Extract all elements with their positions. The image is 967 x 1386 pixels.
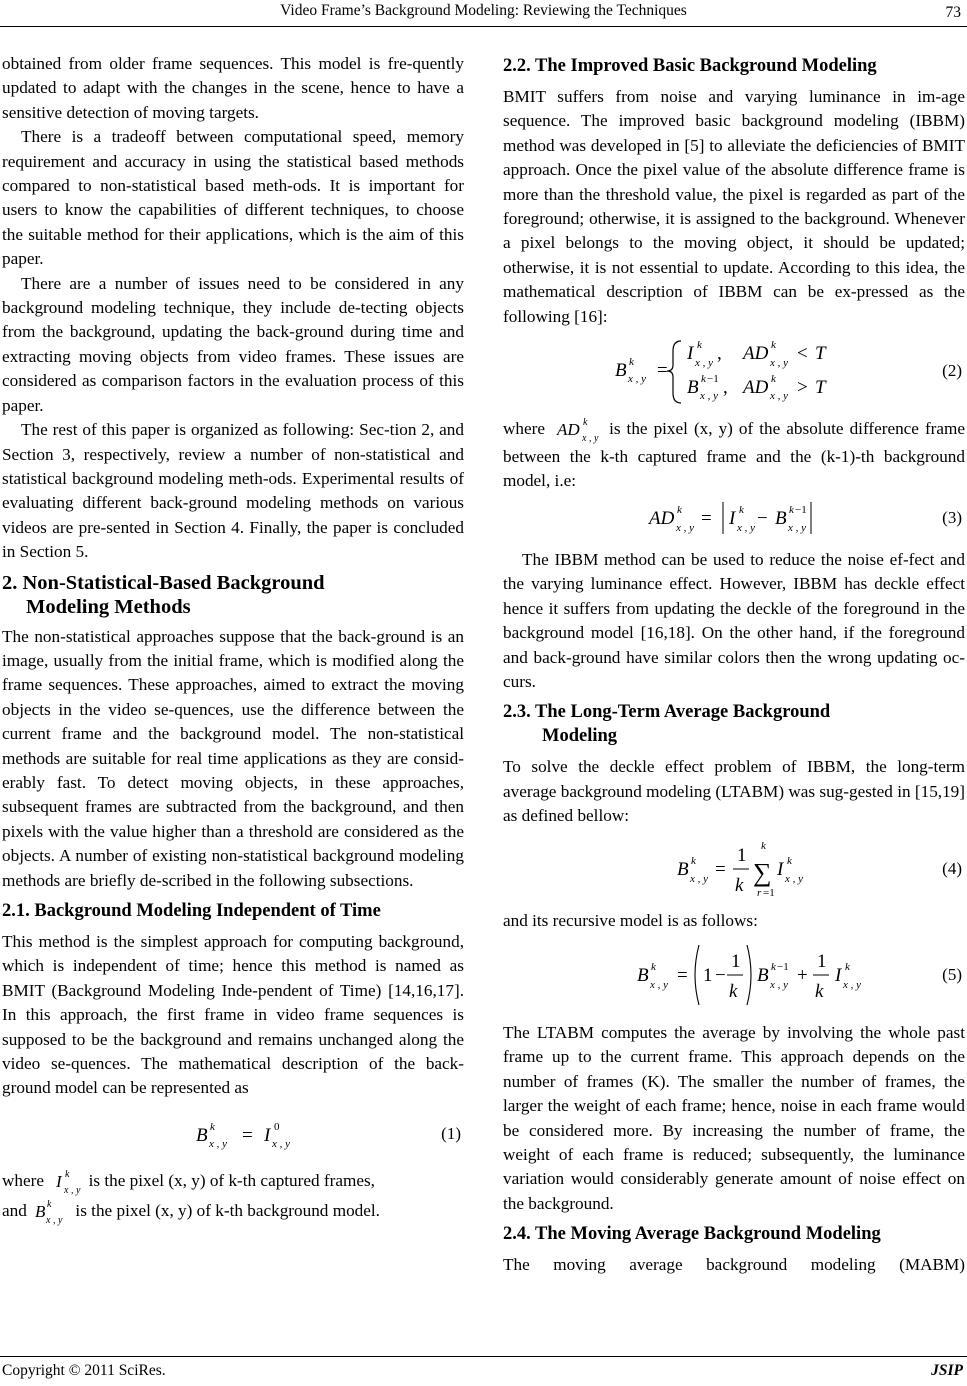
equation-number: (4) (942, 858, 962, 878)
svg-text:x , y: x , y (770, 357, 789, 370)
equation-1 (2, 1111, 464, 1157)
svg-text:T: T (815, 343, 826, 365)
paragraph: There are a number of issues need to be considered in any background modeling technique, they include de-tecting objects from the background, updating the back-ground during time and extracting moving objects from video frames. These issues are considered as comparison factors in the evaluation process of this paper. (2, 273, 464, 415)
paragraph: obtained from older frame sequences. This model is fre-quently updated to adapt with the changes in the scene, hence to have a sensitive detection of moving targets. (2, 54, 464, 122)
svg-text:x , y: x , y (272, 1137, 291, 1150)
equation-number: (3) (942, 507, 962, 527)
svg-text:−1: −1 (795, 503, 807, 516)
svg-text:I: I (687, 343, 694, 365)
svg-text:k: k (771, 339, 776, 352)
heading-line: Modeling Methods (26, 595, 191, 618)
subsection-heading-2-4: 2.4. The Moving Average Background Modeling (503, 1224, 881, 1245)
svg-text:B: B (637, 964, 649, 986)
svg-text:x , y: x , y (690, 872, 709, 885)
svg-text:k: k (729, 980, 738, 1002)
svg-text:−1: −1 (777, 960, 789, 973)
equation-number: (1) (441, 1123, 461, 1143)
equation-5-formula (633, 939, 893, 1011)
svg-text:=: = (242, 1124, 253, 1146)
svg-text:x , y: x , y (628, 373, 647, 386)
svg-text:+: + (797, 964, 808, 986)
svg-text:k: k (815, 980, 824, 1002)
paragraph: The IBBM method can be used to reduce the noise ef-fect and the varying luminance effect. However, IBBM has deckle effect hence it suffers from updating the deckle of the foreground in the background model [16,18]. On the other hand, if the foreground and back-ground have similar colors then the wrong updating oc-curs. (503, 549, 965, 691)
equation-number: (2) (942, 360, 962, 380)
svg-text:x , y: x , y (209, 1137, 228, 1150)
svg-text:k: k (761, 839, 766, 852)
svg-text:0: 0 (274, 1120, 280, 1133)
svg-text:B: B (196, 1124, 208, 1146)
svg-text:I: I (56, 1171, 62, 1191)
paragraph: BMIT suffers from noise and varying luminance in im-age sequence. The improved basic background modeling (IBBM) method was developed in [5] to alleviate the deficiencies of BMIT approach. Once the pixel value of the absolute difference frame is more than the threshold value, the pixel is regarded as part of the foreground; otherwise, it is assigned to the background. Whenever a pixel belongs to the moving object, it should be updated; otherwise, it is not essential to update. According to this idea, the mathematical description of IBBM can be ex-pressed as the following [16]: (503, 87, 965, 326)
equation-2-formula (611, 335, 911, 407)
svg-text:k: k (47, 1198, 52, 1210)
paragraph: This method is the simplest approach for computing background, which is independent of time; hence this method is named as BMIT (Background Modeling Inde-pendent of Time) [14,16,17]. In this approach, the first frame in video frame sequences is supposed to be the background and remains unchanged along the video se-quences. The mathematical description of the back-ground model can be represented as (2, 932, 464, 1098)
svg-text:=1: =1 (763, 886, 775, 899)
svg-text:x , y: x , y (770, 978, 789, 991)
svg-text:k: k (210, 1120, 215, 1133)
equation-3 (503, 498, 965, 538)
svg-text:,: , (723, 377, 728, 399)
svg-text:k: k (845, 960, 850, 973)
svg-text:x , y: x , y (582, 433, 599, 445)
svg-text:x , y: x , y (788, 521, 807, 534)
equation-2 (503, 335, 965, 407)
svg-text:AD: AD (743, 343, 769, 365)
right-column (503, 52, 965, 1278)
journal-name: JSIP (931, 1362, 963, 1379)
svg-text:1: 1 (703, 964, 713, 986)
paragraph: There is a tradeoff between computational speed, memory requirement and accuracy in using the statistical based methods compared to non-statistical based meth-ods. It is important for users to know the capabilities of different techniques, to choose the suitable method for their applications, which is the aim of this paper. (2, 127, 464, 269)
svg-text:I: I (777, 858, 784, 880)
left-column (2, 52, 464, 1227)
subsection-heading-2-2: 2.2. The Improved Basic Background Modeling (503, 56, 877, 76)
inline-math-AD (551, 415, 603, 445)
svg-text:x , y: x , y (785, 872, 804, 885)
svg-text:k: k (771, 960, 776, 973)
svg-text:B: B (687, 377, 699, 399)
svg-text:k: k (701, 373, 706, 386)
svg-text:I: I (835, 964, 842, 986)
svg-text:=: = (715, 858, 726, 880)
svg-text:x , y: x , y (770, 390, 789, 403)
header-rule (0, 26, 967, 27)
paragraph: The rest of this paper is organized as following: Sec-tion 2, and Section 3, respectively, review a number of non-statistical and statistical background modeling meth-ods. Experimental results of evaluating different back-ground modeling methods on various videos are pre-sented in Section 4. Finally, the paper is concluded in Section 5. (2, 420, 464, 562)
svg-text:x , y: x , y (695, 357, 714, 370)
svg-text:<: < (797, 343, 808, 365)
copyright: Copyright © 2011 SciRes. (2, 1362, 166, 1379)
svg-text:r: r (757, 886, 762, 899)
svg-text:k: k (787, 854, 792, 867)
svg-text:B: B (35, 1201, 46, 1221)
heading-line: 2.3. The Long-Term Average Background (503, 702, 831, 723)
paragraph: and its recursive model is as follows: (503, 910, 758, 930)
equation-4 (503, 835, 965, 903)
svg-text:B: B (615, 360, 627, 382)
svg-text:−1: −1 (707, 373, 719, 386)
equation-1-formula (192, 1111, 392, 1157)
svg-text:I: I (729, 507, 736, 529)
svg-text:,: , (717, 343, 722, 365)
svg-text:x , y: x , y (64, 1184, 81, 1196)
svg-text:k: k (789, 503, 794, 516)
heading-line: 2. Non-Statistical-Based Background (2, 571, 325, 594)
svg-text:k: k (735, 874, 744, 896)
running-title: Video Frame’s Background Modeling: Reviewing the Techniques (280, 2, 687, 19)
svg-text:>: > (797, 377, 808, 399)
svg-text:1: 1 (817, 950, 827, 972)
svg-text:AD: AD (743, 377, 769, 399)
svg-text:−: − (715, 964, 726, 986)
svg-text:x , y: x , y (843, 978, 862, 991)
subsection-heading-2-3 (503, 700, 965, 748)
svg-text:=: = (677, 964, 688, 986)
svg-text:B: B (677, 858, 689, 880)
svg-text:1: 1 (737, 844, 747, 866)
text-fragment: is the pixel (x, y) of the absolute difference frame between the k-th captured frame and the (k-1)-th background model, i.e: (503, 419, 966, 491)
svg-text:x , y: x , y (46, 1214, 63, 1226)
paragraph: The moving average background modeling (MABM) (503, 1255, 965, 1275)
svg-text:=: = (657, 360, 668, 382)
svg-text:k: k (651, 960, 656, 973)
text-fragment: is the pixel (x, y) of k-th captured frames, (88, 1170, 375, 1190)
equation-3-formula (645, 498, 885, 538)
paragraph: To solve the deckle effect problem of IBBM, the long-term average background modeling (LTABM) was sug-gested in [15,19] as defined bellow: (503, 757, 965, 826)
svg-text:x , y: x , y (737, 521, 756, 534)
text-fragment: where (503, 419, 545, 439)
page-number: 73 (945, 4, 961, 21)
footer-rule (0, 1356, 967, 1357)
text-fragment: is the pixel (x, y) of k-th background model. (75, 1200, 380, 1220)
paragraph: The LTABM computes the average by involving the whole past frame up to the current frame. This approach depends on the number of frames (K). The smaller the number of frames, the larger the weight of each frame; hence, noise in each frame would be considered more. By increasing the number of frame, the weight of each frame is reduced; subsequently, the luminance variation would considerably generate amount of noise effect on the background. (503, 1022, 965, 1213)
paragraph (503, 415, 965, 494)
svg-text:B: B (757, 964, 769, 986)
svg-text:k: k (65, 1168, 70, 1180)
svg-text:x , y: x , y (650, 978, 669, 991)
svg-text:k: k (771, 373, 776, 386)
svg-text:k: k (629, 356, 634, 369)
svg-text:k: k (697, 339, 702, 352)
inline-math-B (31, 1197, 71, 1227)
svg-text:=: = (701, 507, 712, 529)
svg-text:x , y: x , y (700, 390, 719, 403)
svg-text:AD: AD (649, 507, 675, 529)
paragraph: The non-statistical approaches suppose that the back-ground is an image, usually from the initial frame, which is modified along the frame sequences. These approaches, aimed to extract the moving objects in the video se-quences, use the difference between the current frame and the background model. The non-statistical methods are suitable for real time applications as they are consid-erably fast. To detect moving objects, in these approaches, subsequent frames are subtracted from the background, and then pixels with the value higher than a threshold are considered as the objects. A number of existing non-statistical background modeling methods are briefly de-scribed in the following subsections. (2, 626, 464, 890)
equation-4-formula (673, 835, 873, 903)
equation-5 (503, 939, 965, 1011)
svg-text:k: k (583, 417, 588, 429)
svg-text:x , y: x , y (676, 521, 695, 534)
svg-text:T: T (815, 377, 826, 399)
inline-math-I (48, 1167, 84, 1197)
section-heading-2 (2, 571, 464, 619)
svg-text:k: k (677, 503, 682, 516)
text-fragment: and (2, 1200, 27, 1220)
subsection-heading-2-1: 2.1. Background Modeling Independent of Time (2, 901, 381, 921)
svg-text:1: 1 (731, 950, 741, 972)
text-fragment: where (2, 1170, 44, 1190)
heading-line: Modeling (542, 726, 618, 747)
page-header (0, 2, 967, 24)
svg-text:B: B (775, 507, 787, 529)
svg-text:∑: ∑ (753, 857, 772, 887)
svg-text:k: k (739, 503, 744, 516)
paragraph (2, 1167, 464, 1227)
svg-text:−: − (757, 507, 768, 529)
svg-text:I: I (264, 1124, 271, 1146)
svg-text:k: k (691, 854, 696, 867)
equation-number: (5) (942, 964, 962, 984)
svg-text:AD: AD (557, 420, 580, 440)
